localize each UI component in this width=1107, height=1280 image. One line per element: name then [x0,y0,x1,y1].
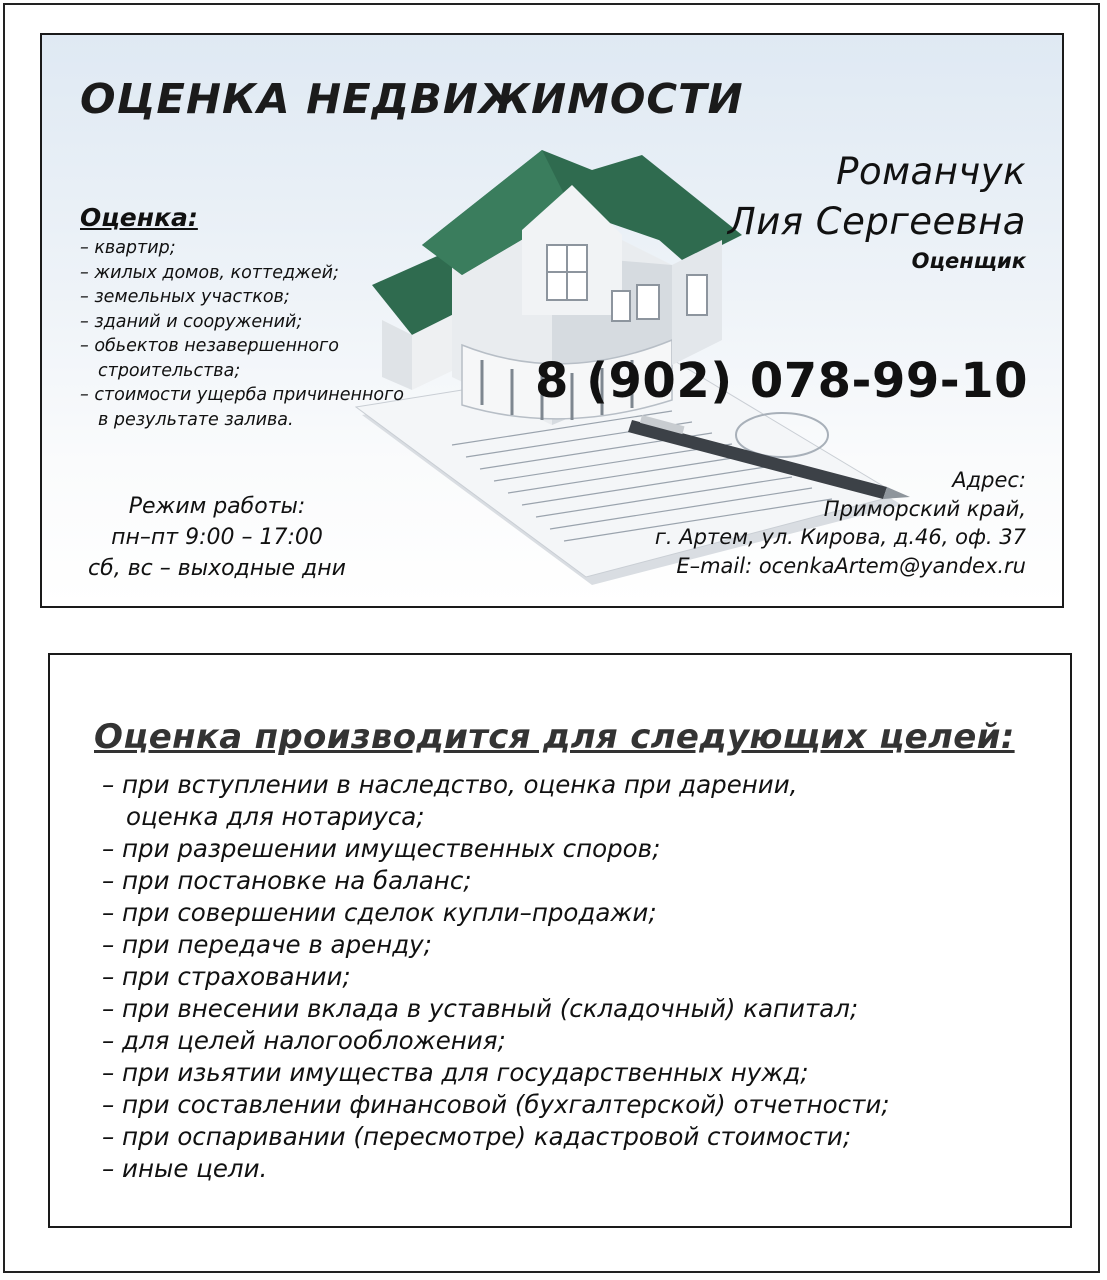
purpose-item: – при внесении вклада в уставный (складочный) капитал; [102,994,859,1023]
working-hours [72,491,362,584]
purposes-list [102,769,890,1185]
service-item: – зданий и сооружений; [80,311,303,332]
service-item: – жилых домов, коттеджей; [80,262,339,283]
purpose-item: – для целей налогообложения; [102,1026,506,1055]
person-block [728,147,1026,273]
working-hours-weekend: сб, вс – выходные дни [88,556,346,581]
address-label: Адрес: [952,468,1026,492]
purpose-item: – при разрешении имущественных споров; [102,834,661,863]
business-card-front [40,33,1064,608]
purpose-item: – при составлении финансовой (бухгалтерской) отчетности; [102,1090,890,1119]
service-item: – земельных участков; [80,287,290,307]
person-given-names: Лия Сергеевна [727,200,1026,243]
purpose-item: – при вступлении в наследство, оценка при дарении, оценка для нотариуса; [102,770,798,831]
address-street: г. Артем, ул. Кирова, д.46, оф. 37 [654,525,1026,549]
working-hours-label: Режим работы: [128,494,306,519]
service-item: – стоимости ущерба причиненного в результате залива. [80,385,404,430]
purpose-item: – при изьятии имущества для государственных нужд; [102,1058,809,1087]
purposes-heading: Оценка производится для следующих целей: [94,717,1015,757]
card-title: ОЦЕНКА НЕДВИЖИМОСТИ [80,75,744,123]
purpose-item: – при оспаривании (пересмотре) кадастровой стоимости; [102,1122,852,1151]
address-region: Приморский край, [823,496,1026,521]
person-role: Оценщик [911,249,1026,273]
purpose-item: – при передаче в аренду; [102,930,432,959]
purpose-item: – при постановке на баланс; [102,866,472,895]
address-email: E–mail: ocenkaArtem@yandex.ru [676,553,1026,578]
working-hours-weekdays: пн–пт 9:00 – 17:00 [111,525,323,550]
address-block [655,466,1026,580]
service-item: – обьектов незавершенного строительства; [80,336,339,381]
purpose-item: – при совершении сделок купли–продажи; [102,898,657,927]
purpose-item: – при страховании; [102,962,351,991]
person-surname: Романчук [836,150,1026,193]
services-block [80,203,404,432]
business-card-back [48,653,1072,1228]
purpose-item: – иные цели. [102,1154,268,1183]
service-item: – квартир; [80,238,176,258]
phone-number: 8 (902) 078-99-10 [534,353,1028,409]
services-list [80,236,404,432]
services-heading: Оценка: [80,203,198,232]
